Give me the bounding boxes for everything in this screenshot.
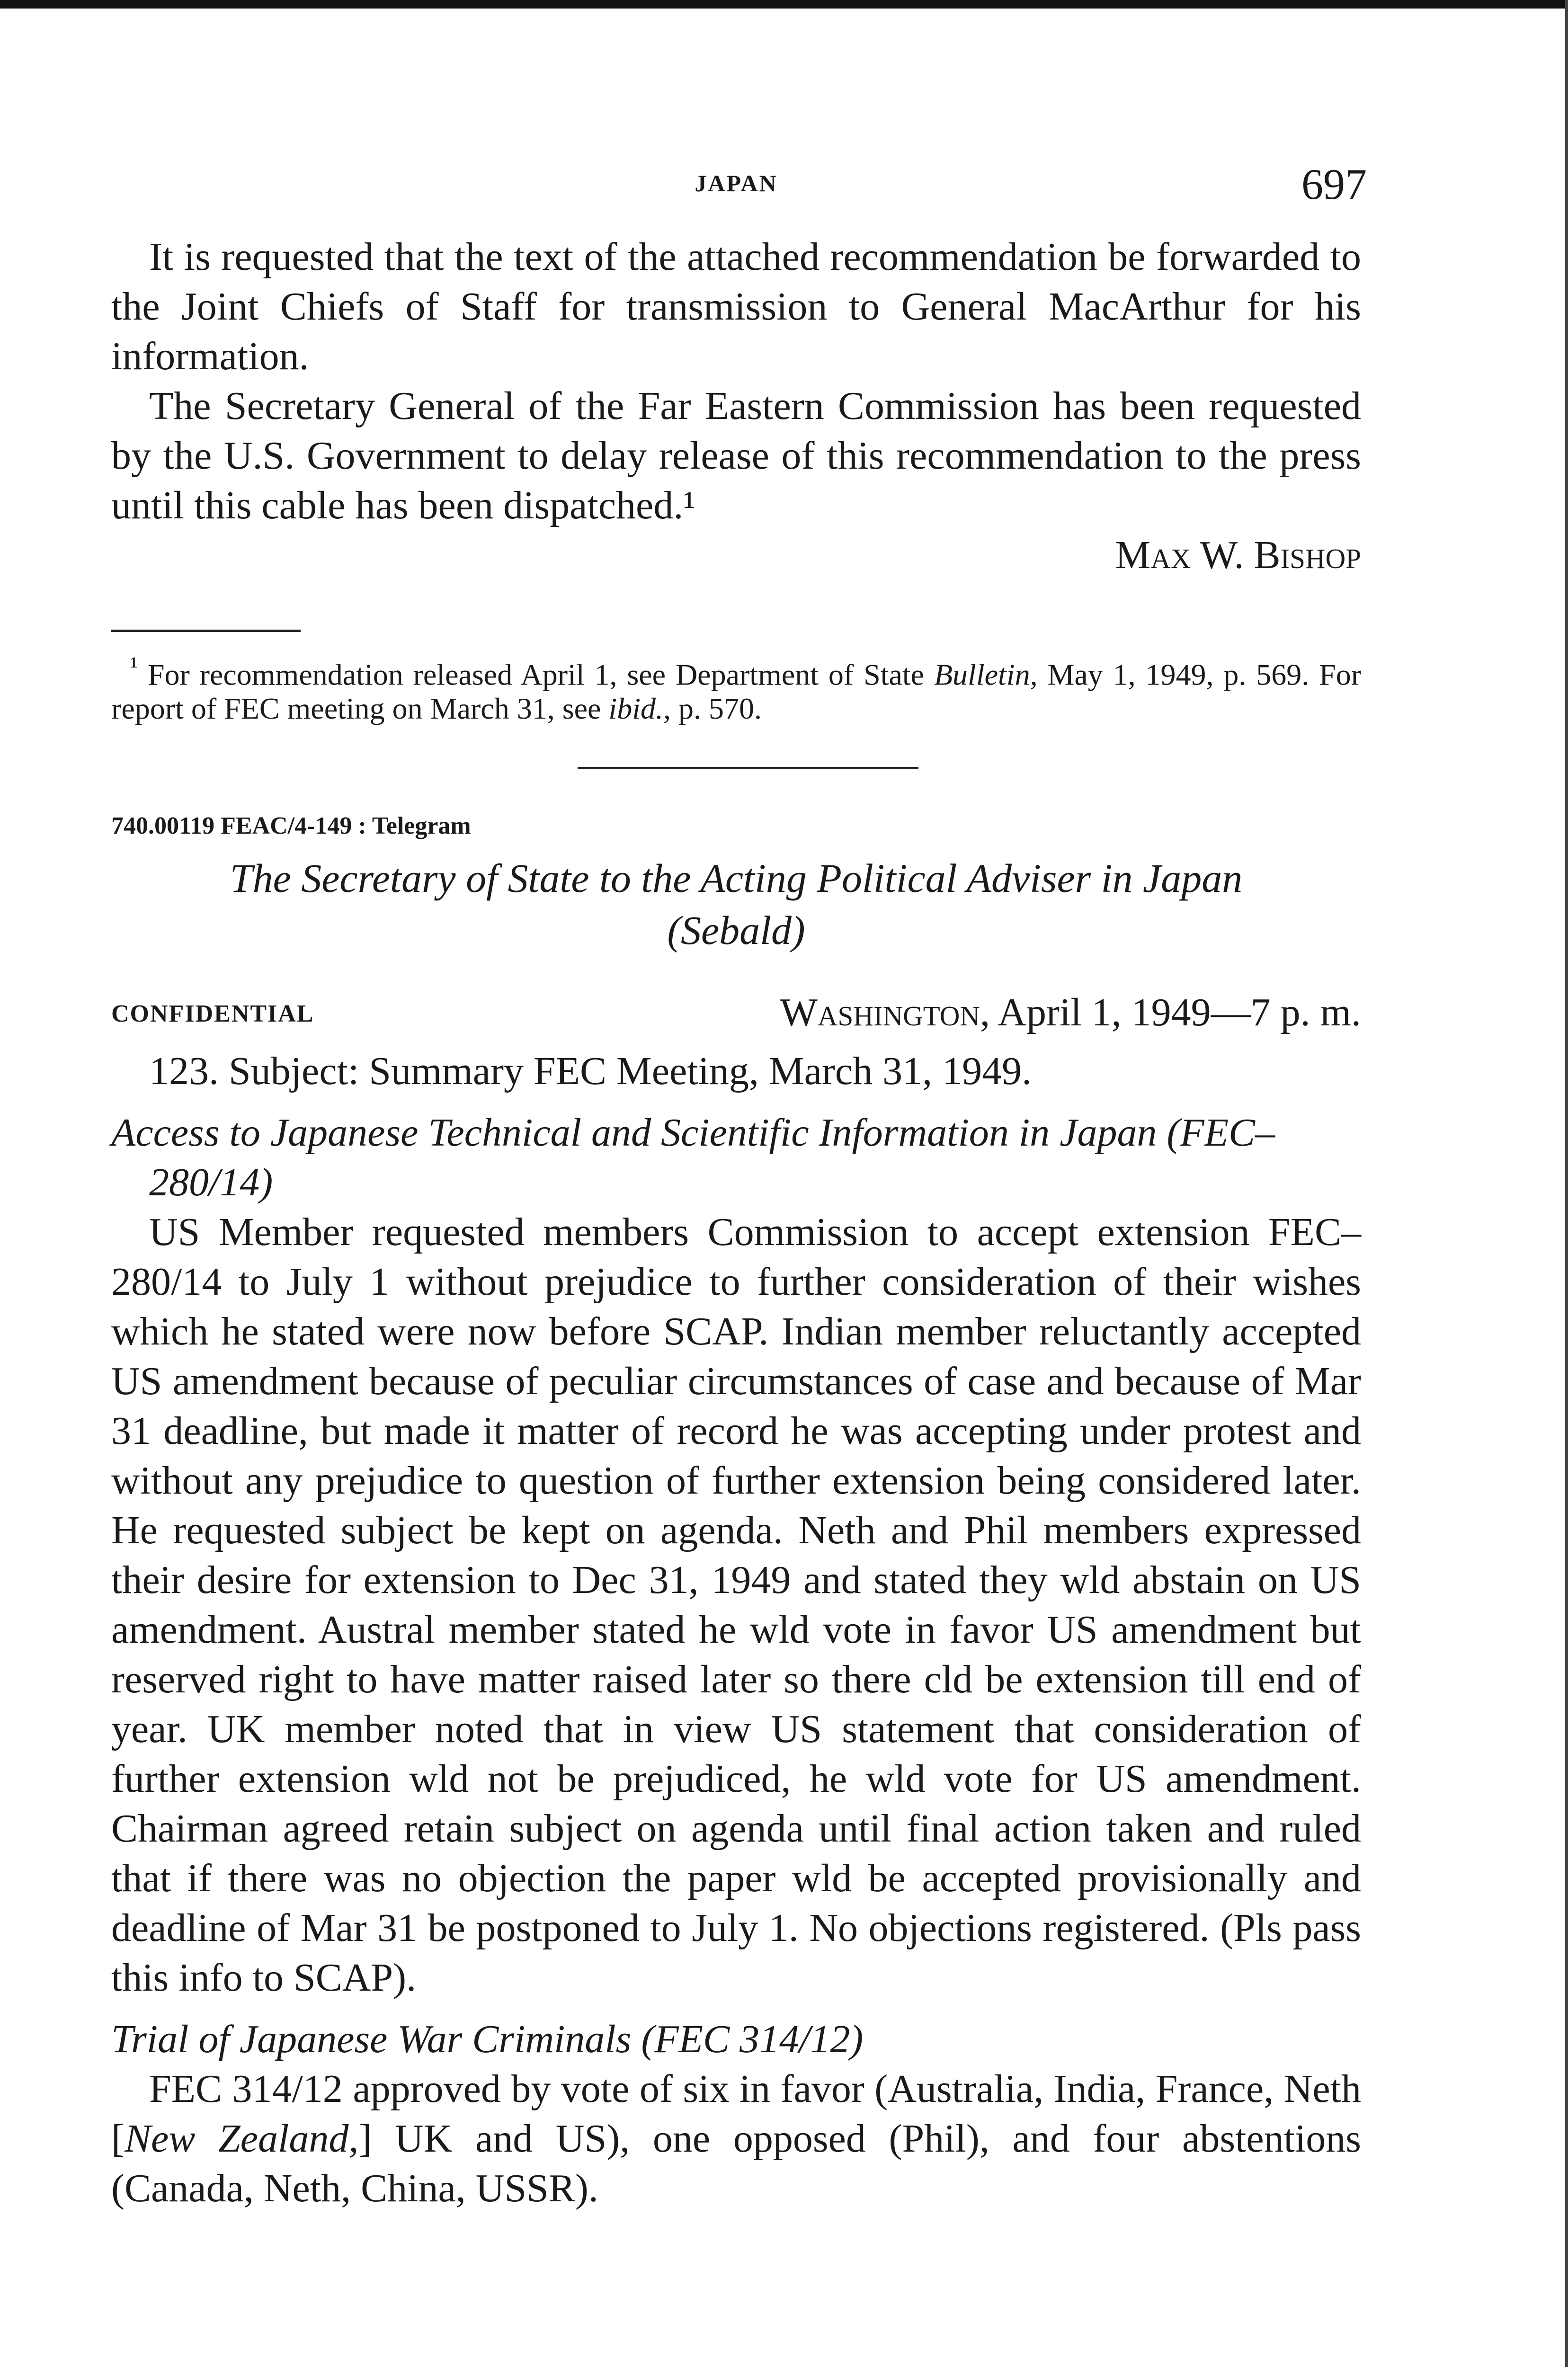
section-text-a: FEC 314/12 approved by vote of six in favor (Australia, India, France, Neth [ [111,2067,1361,2161]
section-text-technical-info: US Member requested members Commission to accept extension FEC–280/14 to July 1 without prejudice to further consideration of their wishes which he stated were now before SCAP. Indian member reluctantly accepted US amendment because of peculiar circumstances of case and because of Mar 31 deadline, but made it matter of record he was accepting under protest and without any prejudice to question of further extension being considered later. He requested subject be kept on agenda. Neth and Phil members expressed their desire for extension to Dec 31, 1949 and stated they wld abstain on US amendment. Austral member stated he wld vote in favor US amendment but reserved right to have matter raised later so there cld be extension till end of year. UK member noted that in view US statement that consideration of further extension wld not be prejudiced, he wld vote for US amendment. Chairman agreed retain subject on agenda until final action taken and ruled that if there was no objection the paper wld be accepted provisionally and deadline of Mar 31 be postponed to July 1. No objections registered. (Pls pass this info to SCAP). [111,1210,1361,2000]
section-heading-technical-info: Access to Japanese Technical and Scientific Information in Japan (FEC–280/14) [111,1111,1275,1204]
footnote-text-c: p. 570. [670,692,762,726]
signature: Max W. Bishop [1115,533,1361,577]
footnote-text-a: For recommendation released April 1, see Department of State [138,658,934,692]
document-title [111,852,1361,956]
running-head-title: JAPAN [695,170,778,196]
footnote-text-b: May 1, 1949, p. 569. For report of FEC meeting on March 31, see [111,658,1362,726]
section-separator [578,767,918,769]
intro-text [111,232,1361,580]
footnote-marker: ¹ [130,651,138,680]
footnote-bulletin: Bulletin, [934,658,1038,692]
footnote [111,649,1361,726]
section-text-italic: New Zealand, [124,2117,359,2161]
footnote-ibid: ibid., [608,692,671,726]
section-text-war-criminals [111,2064,1361,2213]
section-text-b: ] UK and US), one opposed (Phil), and four abstentions (Canada, Neth, China, USSR). [111,2117,1361,2210]
footnote-rule [111,630,301,632]
page-number: 697 [1301,160,1367,208]
place-date [780,989,1361,1035]
document-title-line-2: (Sebald) [667,908,805,953]
section-heading-war-criminals: Trial of Japanese War Criminals (FEC 314/12) [111,2017,864,2061]
intro-paragraph-1: It is requested that the text of the attached recommendation be forwarded to the Joint Chiefs of Staff for transmission to General MacArthur for his information. [111,235,1361,378]
scan-top-border [0,0,1568,9]
place: Washington, [780,990,990,1034]
date: April 1, 1949—7 p. m. [989,990,1361,1034]
classification-line [111,989,1361,1041]
running-head [111,156,1367,208]
file-reference: 740.00119 FEAC/4-149 : Telegram [111,812,471,839]
subject-line: 123. Subject: Summary FEC Meeting, March 31, 1949. [149,1049,1032,1093]
document-title-line-1: The Secretary of State to the Acting Political Adviser in Japan [230,855,1243,901]
classification: CONFIDENTIAL [111,1000,314,1027]
intro-paragraph-2: The Secretary General of the Far Eastern Commission has been requested by the U.S. Government to delay release of this recommendation to the press until this cable has been dispatched.¹ [111,384,1361,527]
telegram-body [111,1046,1361,2213]
scan-right-border [1565,0,1568,2367]
